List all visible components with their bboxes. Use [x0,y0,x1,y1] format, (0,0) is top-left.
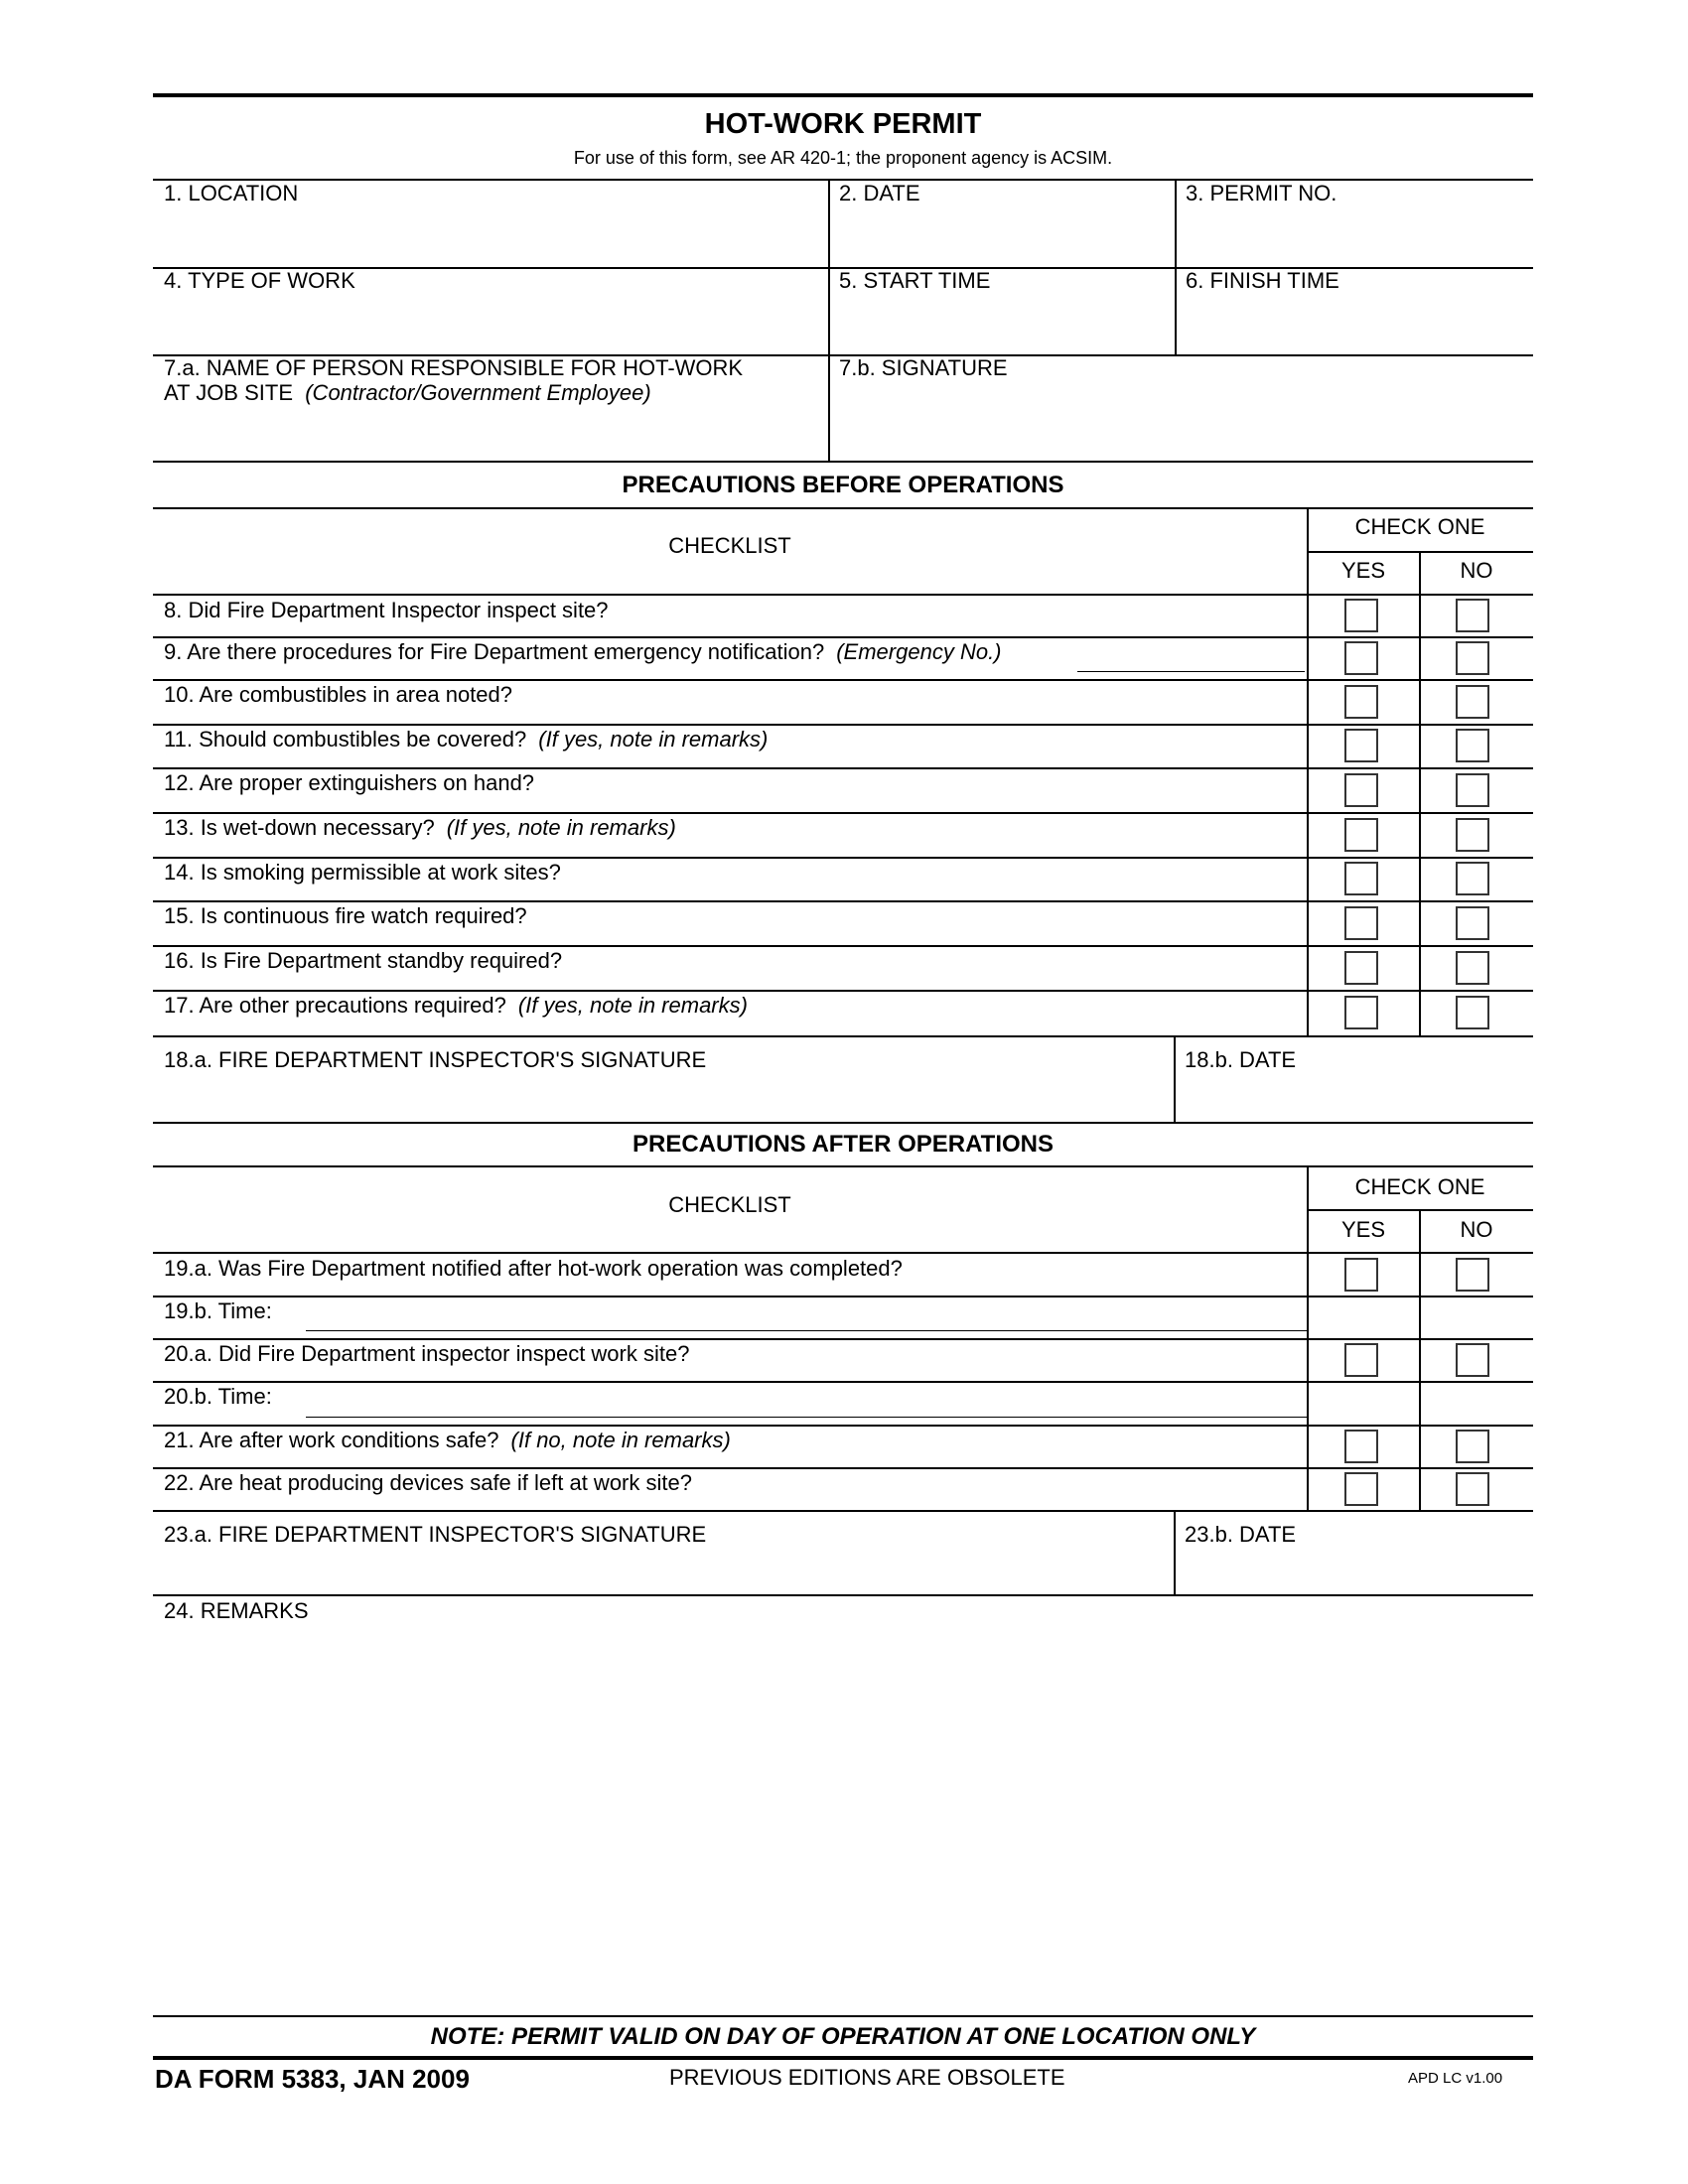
before-yes-divider [1307,507,1309,1036]
checklist-item-note: (If yes, note in remarks) [538,727,769,751]
footer-note: NOTE: PERMIT VALID ON DAY OF OPERATION AT ONE LOCATION ONLY [430,2023,1256,2050]
remarks-label: 24. REMARKS [164,1598,309,1623]
permit-no-label: 3. PERMIT NO. [1186,181,1337,205]
responsible-person-note: (Contractor/Government Employee) [305,380,651,405]
checkbox-yes[interactable] [1344,641,1378,675]
checklist-item-label [164,1256,903,1282]
before-rule [153,507,1533,509]
after-date-divider [1174,1511,1176,1595]
checkbox-yes[interactable] [1344,818,1378,852]
checkbox-no[interactable] [1456,729,1489,762]
checkbox-no[interactable] [1456,996,1489,1029]
checklist-item-text: 19.a. Was Fire Department notified after hot-work operation was completed? [164,1256,903,1281]
row-rule [153,636,1533,638]
row-rule [153,812,1533,814]
checklist-item-text: 21. Are after work conditions safe? [164,1428,499,1452]
before-yes-label: YES [1340,558,1386,583]
checkbox-no[interactable] [1456,906,1489,940]
after-yes-label: YES [1340,1217,1386,1242]
checkbox-no[interactable] [1456,1258,1489,1292]
checklist-item-note: (If no, note in remarks) [510,1428,731,1452]
checkbox-yes[interactable] [1344,599,1378,632]
after-no-divider [1419,1209,1421,1511]
after-header-rule [153,1252,1533,1254]
row-rule [153,900,1533,902]
checkbox-no[interactable] [1456,773,1489,807]
after-checklist-label: CHECKLIST [668,1192,791,1217]
checklist-item-note: (If yes, note in remarks) [517,993,748,1018]
row-rule [153,679,1533,681]
before-heading: PRECAUTIONS BEFORE OPERATIONS [622,472,1064,498]
checklist-item-text: 8. Did Fire Department Inspector inspect site? [164,598,609,622]
after-inspector-date-field[interactable] [1185,1552,1531,1593]
row-rule [153,1338,1533,1340]
checklist-item-text: 11. Should combustibles be covered? [164,727,527,751]
row-rule [153,1467,1533,1469]
permit-no-field[interactable] [1186,210,1532,262]
row-rule [153,1381,1533,1383]
type-of-work-label: 4. TYPE OF WORK [164,268,355,293]
before-no-label: NO [1460,558,1493,583]
checklist-item-label [164,948,562,974]
after-top-rule [153,1122,1533,1124]
before-inspector-signature-field[interactable] [164,1077,1171,1121]
row-rule [153,1296,1533,1297]
row-rule [153,857,1533,859]
checkbox-yes[interactable] [1344,996,1378,1029]
checklist-item-text: 16. Is Fire Department standby required? [164,948,563,973]
location-field[interactable] [164,210,823,262]
checkbox-no[interactable] [1456,685,1489,719]
checklist-item-label [164,1384,272,1410]
checkbox-no[interactable] [1456,1343,1489,1377]
checklist-item-text: 19.b. Time: [164,1298,272,1323]
checklist-item-label [164,993,748,1019]
before-no-divider [1419,551,1421,1036]
finish-time-field[interactable] [1186,298,1532,349]
remarks-top-rule [153,1594,1533,1596]
row-rule [153,767,1533,769]
row-rule [153,724,1533,726]
checklist-item-text: 20.a. Did Fire Department inspector inspect work site? [164,1341,690,1366]
signature-label: 7.b. SIGNATURE [839,355,1008,380]
checklist-item-text: 12. Are proper extinguishers on hand? [164,770,535,795]
checklist-item-label [164,1428,731,1453]
start-time-field[interactable] [839,298,1171,349]
responsible-person-label-text: AT JOB SITE [164,380,293,405]
obsolete-note: PREVIOUS EDITIONS ARE OBSOLETE [669,2065,1065,2090]
checklist-item-label [164,682,512,708]
date-label: 2. DATE [839,181,920,205]
col-divider [1175,180,1177,354]
before-check-one-label: CHECK ONE [1354,514,1485,539]
responsible-person-label-line2 [164,380,651,406]
after-no-label: NO [1460,1217,1493,1242]
finish-time-label: 6. FINISH TIME [1186,268,1339,293]
emergency-number-field[interactable] [1077,640,1305,672]
checkbox-yes[interactable] [1344,773,1378,807]
checkbox-yes[interactable] [1344,862,1378,895]
checkbox-no[interactable] [1456,818,1489,852]
top-rule [153,93,1533,97]
before-inspector-signature-label: 18.a. FIRE DEPARTMENT INSPECTOR'S SIGNATURE [164,1047,707,1072]
checkbox-no[interactable] [1456,1472,1489,1506]
checkbox-no[interactable] [1456,862,1489,895]
checklist-item-label [164,727,768,752]
before-inspector-date-label: 18.b. DATE [1185,1047,1297,1072]
col-divider [828,180,830,461]
checklist-item-text: 17. Are other precautions required? [164,993,506,1018]
after-end-rule [153,1510,1533,1512]
location-label: 1. LOCATION [164,181,299,205]
checklist-item-label [164,598,609,623]
before-header-rule [153,594,1533,596]
checklist-item-label [164,903,527,929]
row-rule [153,1425,1533,1427]
after-inspector-signature-field[interactable] [164,1552,1171,1593]
checklist-item-label [164,1341,689,1367]
checkbox-yes[interactable] [1344,1258,1378,1292]
before-date-divider [1174,1036,1176,1123]
start-time-label: 5. START TIME [839,268,991,293]
after-inspector-signature-label: 23.a. FIRE DEPARTMENT INSPECTOR'S SIGNATURE [164,1522,707,1547]
footer-rule [153,2015,1533,2017]
checklist-item-label [164,860,561,886]
checklist-item-text: 13. Is wet-down necessary? [164,815,435,840]
date-field[interactable] [839,210,1171,262]
time-19b-field[interactable] [306,1299,1307,1331]
checklist-item-text: 14. Is smoking permissible at work sites? [164,860,561,885]
before-checklist-label: CHECKLIST [668,533,791,558]
footer-bottom-rule [153,2056,1533,2060]
checkbox-no[interactable] [1456,1430,1489,1463]
after-check-one-label: CHECK ONE [1354,1174,1485,1199]
checklist-item-note: (Emergency No.) [836,639,1002,664]
before-inspector-date-field[interactable] [1185,1077,1531,1121]
checklist-item-text: 10. Are combustibles in area noted? [164,682,513,707]
before-end-rule [153,1035,1533,1037]
signature-field[interactable] [839,387,1528,455]
checklist-item-text: 9. Are there procedures for Fire Department emergency notification? [164,639,825,664]
checkbox-no[interactable] [1456,951,1489,985]
checkbox-yes[interactable] [1344,1430,1378,1463]
checklist-item-text: 22. Are heat producing devices safe if left at work site? [164,1470,692,1495]
checklist-item-label [164,639,1002,665]
checkbox-no[interactable] [1456,641,1489,675]
remarks-field[interactable] [164,1630,1528,2009]
responsible-person-field[interactable] [164,409,823,457]
row-rule [153,945,1533,947]
type-of-work-field[interactable] [164,298,823,349]
form-title: HOT-WORK PERMIT [704,108,982,140]
checkbox-yes[interactable] [1344,1343,1378,1377]
checkbox-yes[interactable] [1344,906,1378,940]
checklist-item-label [164,770,534,796]
row-rule [153,461,1533,463]
form-subtitle: For use of this form, see AR 420-1; the proponent agency is ACSIM. [573,148,1113,168]
checkbox-yes[interactable] [1344,729,1378,762]
responsible-person-label: 7.a. NAME OF PERSON RESPONSIBLE FOR HOT-WORK [164,355,744,380]
checkbox-yes[interactable] [1344,1472,1378,1506]
checklist-item-text: 15. Is continuous fire watch required? [164,903,527,928]
after-heading: PRECAUTIONS AFTER OPERATIONS [632,1131,1055,1158]
version-label: APD LC v1.00 [1408,2070,1503,2087]
checkbox-no[interactable] [1456,599,1489,632]
time-20b-field[interactable] [306,1385,1307,1418]
checklist-item-label [164,815,676,841]
after-inspector-date-label: 23.b. DATE [1185,1522,1297,1547]
row-rule [153,990,1533,992]
checklist-item-label [164,1470,692,1496]
checklist-item-note: (If yes, note in remarks) [446,815,676,840]
after-rule [153,1165,1533,1167]
checkbox-yes[interactable] [1344,951,1378,985]
checklist-item-label [164,1298,272,1324]
checklist-item-text: 20.b. Time: [164,1384,272,1409]
form-id: DA FORM 5383, JAN 2009 [155,2064,470,2094]
checkbox-yes[interactable] [1344,685,1378,719]
